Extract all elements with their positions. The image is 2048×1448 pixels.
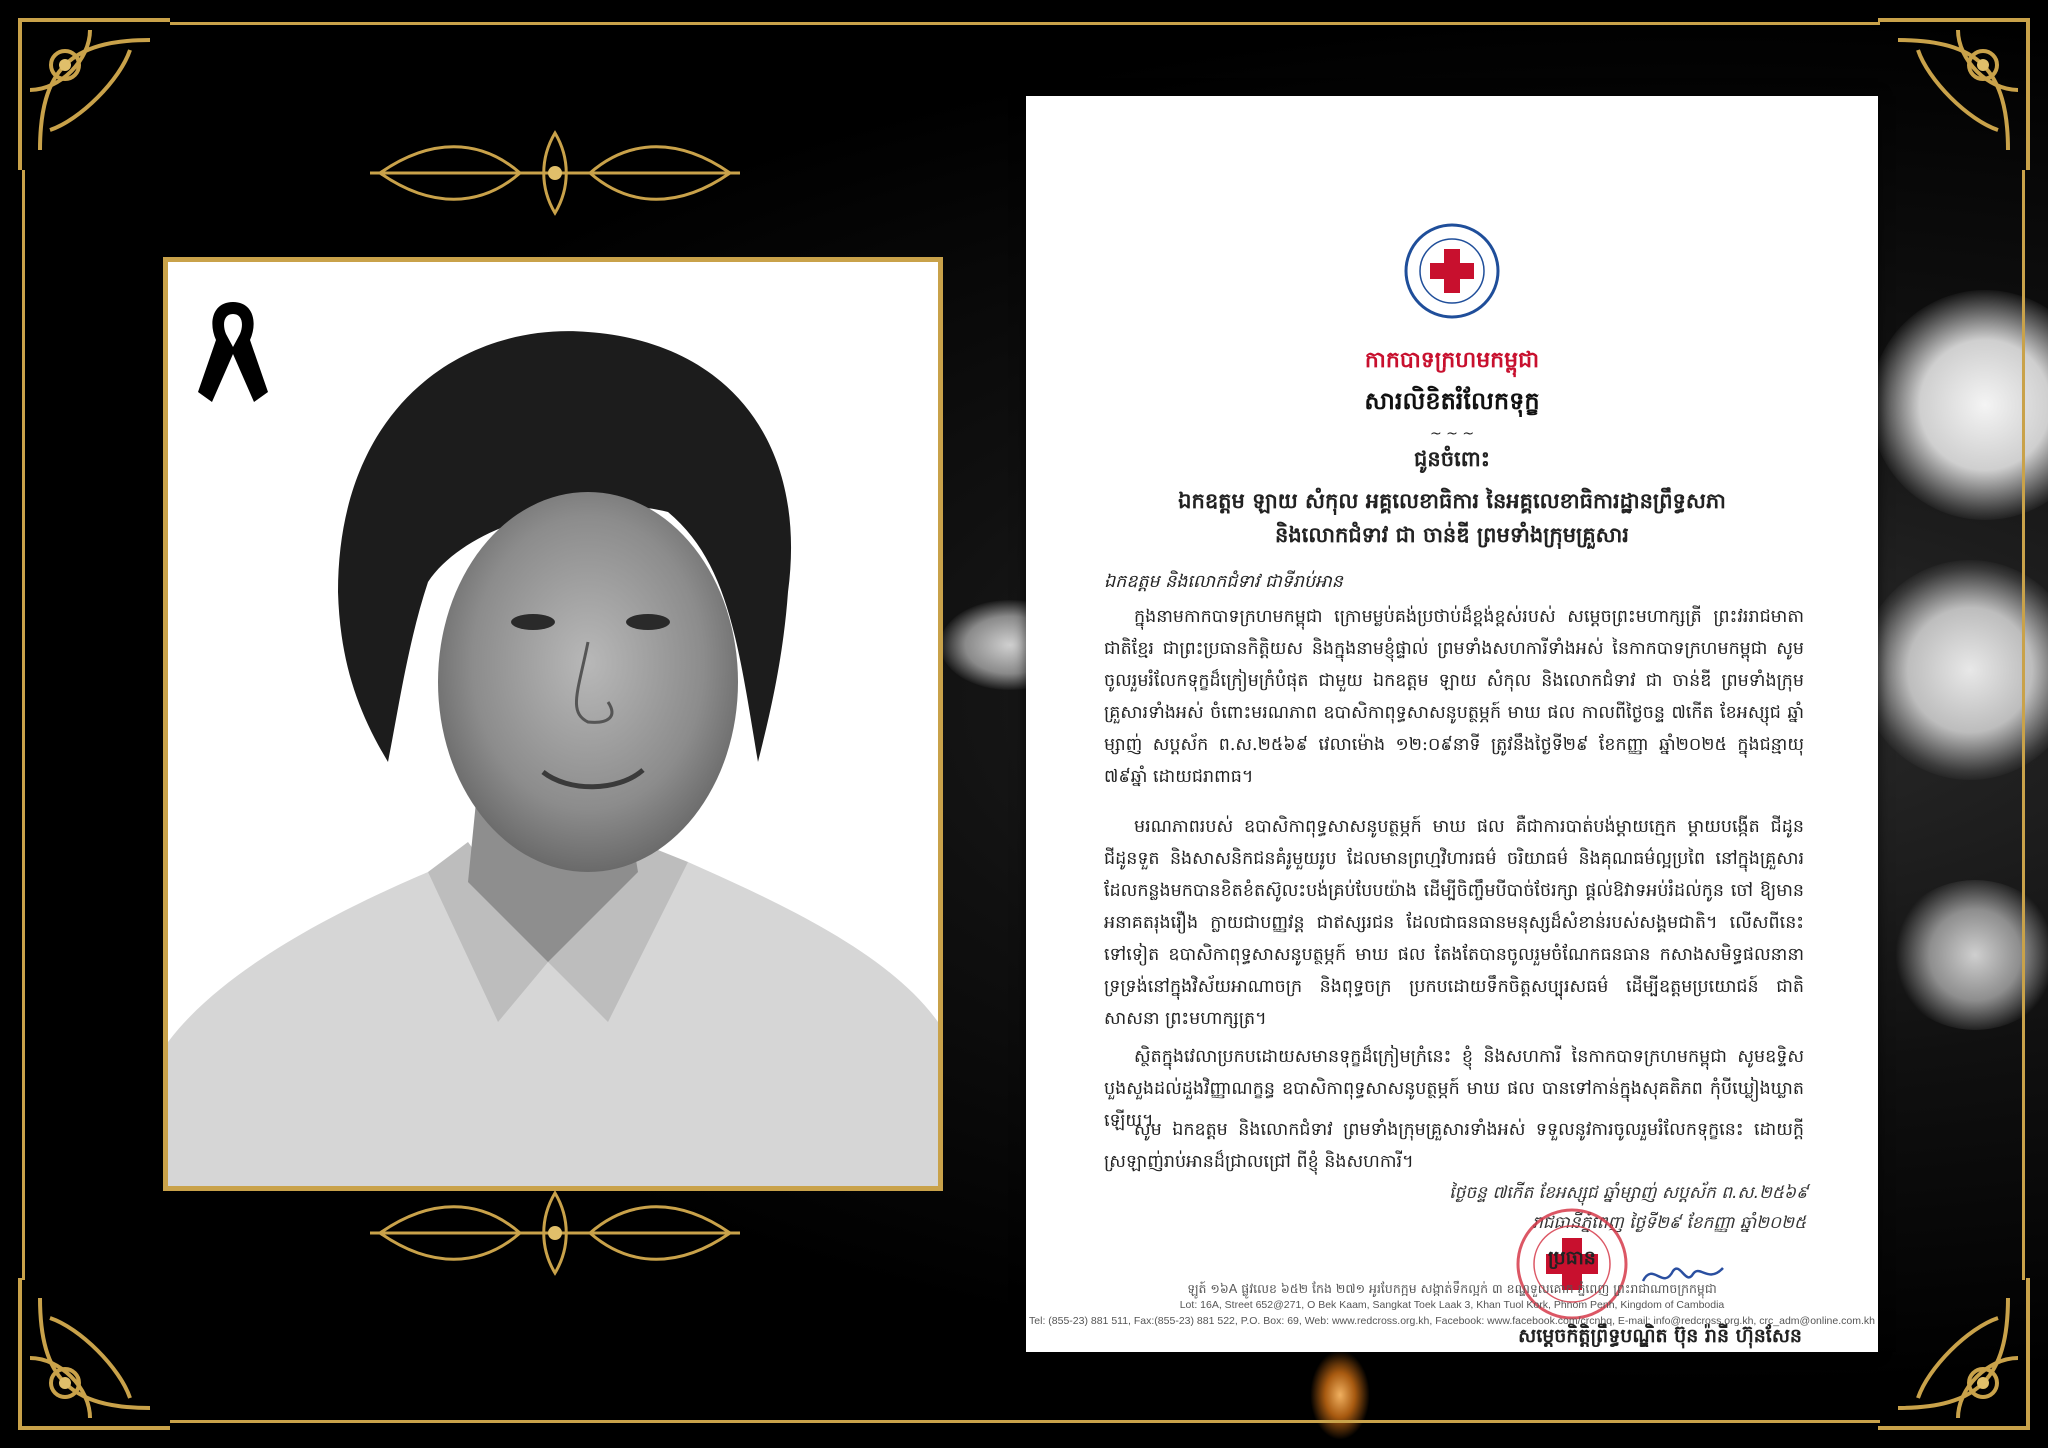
condolence-letter <box>1026 96 1878 1352</box>
border-left-line <box>22 170 25 1280</box>
paragraph-3: ស្ថិតក្នុងវេលាប្រកបដោយសមានទុក្ខដ៏ក្រៀមក្រំនេះ ខ្ញុំ និងសហការី នៃកាកបាទក្រហមកម្ពុជា សូមឧទ្ទិសបួងសួងដល់ដួងវិញ្ញាណក្ខន្ធ ឧបាសិកាពុទ្ធសាសនូបត្ថម្ភក៍ មាឃ ផល បានទៅកាន់ក្នុងសុគតិភព កុំបីឃ្លៀងឃ្លាតឡើយ។ <box>1104 1047 1804 1131</box>
date-solar: រាជធានីភ្នំពេញ ថ្ងៃទី២៩ ខែកញ្ញា ឆ្នាំ២០២៥ <box>1531 1213 1806 1233</box>
signatory-title: ប្រធាន <box>1548 1247 1596 1269</box>
border-right-line <box>2022 170 2025 1280</box>
background-flower-2 <box>1860 560 2048 780</box>
paragraph-1: ក្នុងនាមកាកបាទក្រហមកម្ពុជា ក្រោមម្លប់គង់ប្រថាប់ដ៏ខ្ពង់ខ្ពស់របស់ សម្តេចព្រះមហាក្សត្រី ព្រះវររាជមាតាជាតិខ្មែរ ជាព្រះប្រធានកិត្តិយស និងក្នុងនាមខ្ញុំផ្ទាល់ ព្រមទាំងសហការីទាំងអស់ នៃកាកបាទក្រហមកម្ពុជា សូមចូលរួមរំលែកទុក្ខដ៏ក្រៀមក្រំបំផុត ជាមួយ ឯកឧត្តម ឡាយ សំកុល និងលោកជំទាវ ជា ចាន់ឌី ព្រមទាំងក្រុមគ្រួសារទាំងអស់ ចំពោះមរណភាព ឧបាសិកាពុទ្ធសាសនូបត្ថម្ភក៍ មាឃ ផល កាលពីថ្ងៃចន្ទ ៧កើត ខែអស្សុជ ឆ្នាំម្សាញ់ សប្តស័ក ព.ស.២៥៦៩ វេលាម៉ោង ១២:០៩នាទី ត្រូវនឹងថ្ងៃទី២៩ ខែកញ្ញា ឆ្នាំ២០២៥ ក្នុងជន្មាយុ ៧៩ឆ្នាំ ដោយជរាពាធ។ <box>1104 607 1804 787</box>
footer-contact: Tel: (855-23) 881 511, Fax:(855-23) 881 522, P.O. Box: 69, Web: www.redcross.org.kh, Facebook: www.facebook.com/crcnhq, E-mail: info@redcross.org.kh, crc_adm@online.com.kh <box>1029 1315 1875 1327</box>
recipient-line-1: ឯកឧត្តម ឡាយ សំកុល អគ្គលេខាធិការ នៃអគ្គលេខាធិការដ្ឋានព្រឹទ្ធសភា <box>1178 489 1726 513</box>
ornament-bottom <box>370 1188 740 1278</box>
salutation: ឯកឧត្តម និងលោកជំទាវ ជាទីរាប់អាន <box>1104 572 1343 592</box>
border-top-line <box>170 22 1880 25</box>
title-divider: ~ ~ ~ <box>1429 426 1475 442</box>
paragraph-2: មរណភាពរបស់ ឧបាសិកាពុទ្ធសាសនូបត្ថម្ភក៍ មាឃ ផល គឺជាការបាត់បង់ម្តាយក្មេក ម្តាយបង្កើត ជីដូន ជីដូនទួត និងសាសនិកជនគំរូមួយរូប ដែលមានព្រហ្មវិហារធម៌ ចរិយាធម៌ និងគុណធម៌ល្អប្រពៃ នៅក្នុងគ្រួសារ ដែលកន្លងមកបានខិតខំតស៊ូលះបង់គ្រប់បែបយ៉ាង ដើម្បីចិញ្ចឹមបីបាច់ថែរក្សា ផ្តល់ឱវាទអប់រំដល់កូន ចៅ ឱ្យមានអនាគតរុងរឿង ក្លាយជាបញ្ញវន្ត ជាឥស្សរជន ដែលជាធនធានមនុស្សដ៏សំខាន់របស់សង្គមជាតិ។ លើសពីនេះទៅទៀត ឧបាសិកាពុទ្ធសាសនូបត្ថម្ភក៍ មាឃ ផល តែងតែបានចូលរួមចំណែកធនធាន កសាងសមិទ្ធផលនានា ទ្រទ្រង់នៅក្នុងវិស័យអាណាចក្រ និងពុទ្ធចក្រ ប្រកបដោយទឹកចិត្តសប្បុរសធម៌ ដើម្បីឧត្តមប្រយោជន៍ ជាតិ សាសនា ព្រះមហាក្សត្រ។ <box>1104 817 1804 1029</box>
portrait-photo <box>163 257 943 1191</box>
footer-address-km: ឡូត៍ ១៦A ផ្លូវលេខ ៦៥២ កែង ២៧១ អូរបែកក្អម សង្កាត់ទឹកល្អក់ ៣ ខណ្ឌទួលគោក ភ្នំពេញ ព្រះរាជាណាចក្រកម្ពុជា <box>1187 1281 1717 1296</box>
to-label: ជូនចំពោះ <box>1414 447 1490 471</box>
corner-ornament-bottom-left <box>10 1268 180 1438</box>
corner-ornament-top-left <box>10 10 180 180</box>
letter-title: សារលិខិតរំលែកទុក្ខ <box>1364 387 1540 415</box>
recipient-line-2: និងលោកជំទាវ ជា ចាន់ឌី ព្រមទាំងក្រុមគ្រួសារ <box>1275 523 1629 547</box>
mourning-ribbon-icon <box>198 292 268 407</box>
corner-ornament-top-right <box>1868 10 2038 180</box>
border-bottom-line <box>170 1420 1880 1423</box>
footer-address-en: Lot: 16A, Street 652@271, O Bek Kaam, Sangkat Toek Laak 3, Khan Tuol Kork, Phnom Penh, Kingdom of Cambodia <box>1179 1299 1725 1311</box>
cambodian-red-cross-logo <box>1402 221 1502 321</box>
date-lunar: ថ្ងៃចន្ទ ៧កើត ខែអស្សុជ ឆ្នាំម្សាញ់ សប្តស័ក ព.ស.២៥៦៩ <box>1449 1183 1808 1203</box>
corner-ornament-bottom-right <box>1868 1268 2038 1438</box>
signer-name: សម្តេចកិត្តិព្រឹទ្ធបណ្ឌិត ប៊ុន រ៉ានី ហ៊ុនសែន <box>1518 1325 1802 1347</box>
portrait-image <box>168 262 938 1186</box>
candle-glow <box>1310 1350 1370 1440</box>
ornament-top <box>370 128 740 218</box>
organization-name: កាកបាទក្រហមកម្ពុជា <box>1364 348 1540 373</box>
paragraph-4: សូម ឯកឧត្តម និងលោកជំទាវ ព្រមទាំងក្រុមគ្រួសារទាំងអស់ ទទួលនូវការចូលរួមរំលែកទុក្ខនេះ ដោយក្តីស្រឡាញ់រាប់អានដ៏ជ្រាលជ្រៅ ពីខ្ញុំ និងសហការី។ <box>1104 1120 1804 1172</box>
